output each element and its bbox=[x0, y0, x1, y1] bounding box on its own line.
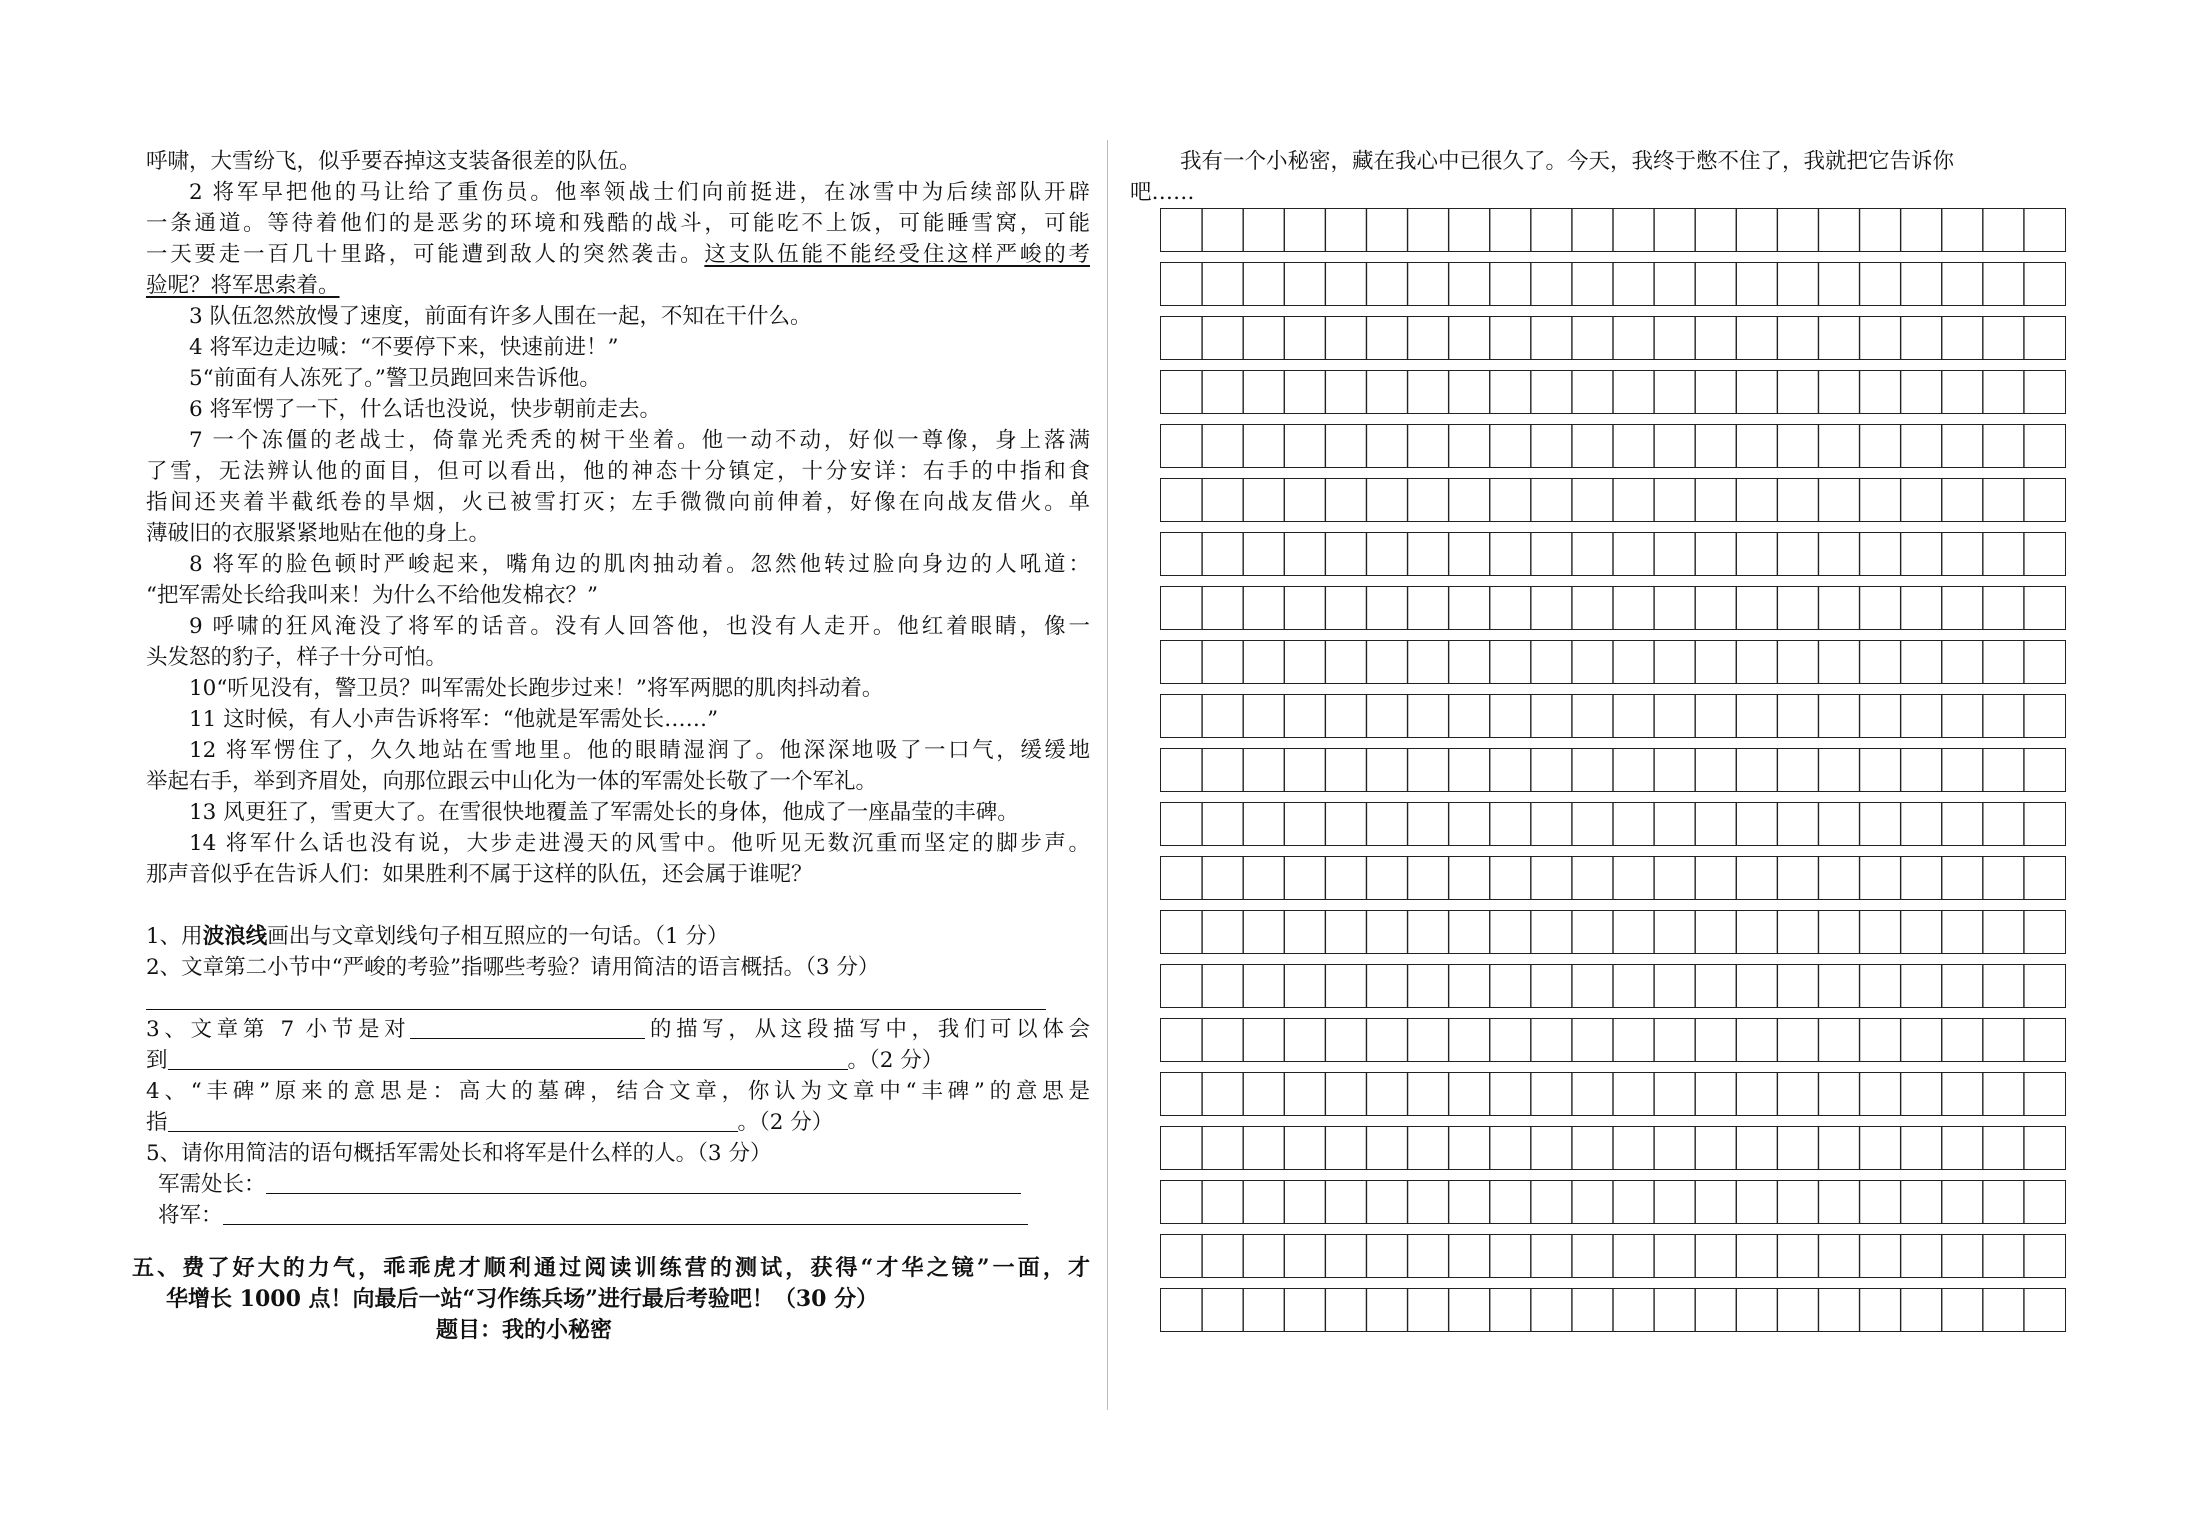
essay-intro: 吧…… bbox=[1130, 180, 1195, 205]
answer-line-q2[interactable] bbox=[146, 989, 1046, 1010]
paragraph-14: 那声音似乎在告诉人们：如果胜利不属于这样的队伍，还会属于谁呢？ bbox=[146, 862, 813, 887]
question-5: 5、请你用简洁的语句概括军需处长和将军是什么样的人。（3 分） bbox=[146, 1141, 772, 1166]
question-4: 4、“丰碑”原来的意思是：高大的墓碑，结合文章，你认为文章中“丰碑”的意思是 bbox=[146, 1079, 1090, 1104]
paragraph-12: 举起右手，举到齐眉处，向那位跟云中山化为一体的军需处长敬了一个军礼。 bbox=[146, 769, 878, 794]
reading-line: 呼啸，大雪纷飞，似乎要吞掉这支装备很差的队伍。 bbox=[146, 149, 641, 174]
paragraph-5: 5“前面有人冻死了。”警卫员跑回来告诉他。 bbox=[189, 366, 601, 391]
essay-intro: 我有一个小秘密，藏在我心中已很久了。今天，我终于憋不住了，我就把它告诉你 bbox=[1180, 149, 1955, 174]
paragraph-text: 一天要走一百几十里路，可能遭到敌人的突然袭击。 bbox=[146, 242, 705, 267]
grid-row[interactable] bbox=[1160, 424, 2066, 468]
paragraph-7: 7 一个冻僵的老战士，倚靠光秃秃的树干坐着。他一动不动，好似一尊像，身上落满 bbox=[189, 428, 1090, 453]
answer-blank[interactable] bbox=[223, 1204, 1028, 1225]
essay-column bbox=[1130, 146, 2065, 208]
paragraph-2 bbox=[146, 270, 1090, 301]
paragraph-2: 一条通道。等待着他们的是恶劣的环境和残酷的战斗，可能吃不上饭，可能睡雪窝，可能 bbox=[146, 211, 1090, 236]
column-divider bbox=[1107, 140, 1108, 1410]
grid-row[interactable] bbox=[1160, 748, 2066, 792]
paragraph-14: 14 将军什么话也没有说，大步走进漫天的风雪中。他听见无数沉重而坚定的脚步声。 bbox=[189, 831, 1090, 856]
question-text: 1、用 bbox=[146, 924, 203, 949]
essay-topic: 题目：我的小秘密 bbox=[436, 1317, 613, 1343]
question-text: 到 bbox=[146, 1048, 168, 1073]
paragraph-10: 10“听见没有，警卫员？叫军需处长跑步过来！”将军两腮的肌肉抖动着。 bbox=[189, 676, 884, 701]
grid-row[interactable] bbox=[1160, 478, 2066, 522]
grid-row[interactable] bbox=[1160, 802, 2066, 846]
answer-label: 军需处长： bbox=[158, 1172, 266, 1197]
grid-row[interactable] bbox=[1160, 1072, 2066, 1116]
underlined-sentence: 验呢？将军思索着。 bbox=[146, 273, 340, 298]
grid-row[interactable] bbox=[1160, 1288, 2066, 1332]
paragraph-9: 头发怒的豹子，样子十分可怕。 bbox=[146, 645, 448, 670]
paragraph-12: 12 将军愣住了，久久地站在雪地里。他的眼睛湿润了。他深深地吸了一口气，缓缓地 bbox=[189, 738, 1090, 763]
grid-row[interactable] bbox=[1160, 370, 2066, 414]
grid-row[interactable] bbox=[1160, 1180, 2066, 1224]
grid-row[interactable] bbox=[1160, 910, 2066, 954]
answer-blank[interactable] bbox=[168, 1111, 738, 1132]
paragraph-7: 指间还夹着半截纸卷的旱烟，火已被雪打灭；左手微微向前伸着，好像在向战友借火。单 bbox=[146, 490, 1090, 515]
bold-keyword: 波浪线 bbox=[202, 924, 268, 949]
question-text: 的描写，从这段描写中，我们可以体会 bbox=[645, 1017, 1090, 1042]
grid-row[interactable] bbox=[1160, 208, 2066, 252]
paragraph-8: “把军需处长给我叫来！为什么不给他发棉衣？” bbox=[146, 583, 598, 608]
question-5-a bbox=[146, 1169, 1090, 1200]
reading-column bbox=[132, 146, 1090, 1346]
grid-row[interactable] bbox=[1160, 964, 2066, 1008]
section-5-heading: 华增长 1000 点！向最后一站“习作练兵场”进行最后考验吧！（30 分） bbox=[166, 1286, 879, 1312]
grid-row[interactable] bbox=[1160, 1018, 2066, 1062]
question-1 bbox=[146, 921, 1090, 952]
question-5-b bbox=[146, 1200, 1090, 1231]
paragraph-6: 6 将军愣了一下，什么话也没说，快步朝前走去。 bbox=[189, 397, 662, 422]
question-text: 。（2 分） bbox=[847, 1048, 944, 1073]
question-text: 。（2 分） bbox=[737, 1110, 834, 1135]
answer-blank[interactable] bbox=[410, 1018, 645, 1039]
question-3 bbox=[146, 1014, 1090, 1045]
question-text: 3、文章第 7 小节是对 bbox=[146, 1017, 411, 1042]
paragraph-8: 8 将军的脸色顿时严峻起来，嘴角边的肌肉抽动着。忽然他转过脸向身边的人吼道： bbox=[189, 552, 1090, 577]
grid-row[interactable] bbox=[1160, 262, 2066, 306]
grid-row[interactable] bbox=[1160, 316, 2066, 360]
question-3 bbox=[146, 1045, 1090, 1076]
paragraph-7: 薄破旧的衣服紧紧地贴在他的身上。 bbox=[146, 521, 491, 546]
writing-grid[interactable] bbox=[1160, 208, 2066, 1342]
question-text: 指 bbox=[146, 1110, 168, 1135]
grid-row[interactable] bbox=[1160, 856, 2066, 900]
grid-row[interactable] bbox=[1160, 1234, 2066, 1278]
grid-row[interactable] bbox=[1160, 532, 2066, 576]
answer-blank[interactable] bbox=[266, 1173, 1021, 1194]
underlined-sentence: 这支队伍能不能经受住这样严峻的考 bbox=[704, 242, 1090, 267]
paragraph-2 bbox=[146, 239, 1090, 270]
grid-row[interactable] bbox=[1160, 640, 2066, 684]
grid-row[interactable] bbox=[1160, 586, 2066, 630]
question-4 bbox=[146, 1107, 1090, 1138]
paragraph-11: 11 这时候，有人小声告诉将军：“他就是军需处长……” bbox=[189, 707, 719, 732]
paragraph-7: 了雪，无法辨认他的面目，但可以看出，他的神态十分镇定，十分安详：右手的中指和食 bbox=[146, 459, 1090, 484]
question-text: 画出与文章划线句子相互照应的一句话。（1 分） bbox=[267, 924, 729, 949]
grid-row[interactable] bbox=[1160, 1126, 2066, 1170]
paragraph-9: 9 呼啸的狂风淹没了将军的话音。没有人回答他，也没有人走开。他红着眼睛，像一 bbox=[189, 614, 1090, 639]
answer-blank[interactable] bbox=[168, 1049, 848, 1070]
paragraph-3: 3 队伍忽然放慢了速度，前面有许多人围在一起，不知在干什么。 bbox=[189, 304, 812, 329]
section-5-heading: 五、费了好大的力气，乖乖虎才顺利通过阅读训练营的测试，获得“才华之镜”一面，才 bbox=[132, 1255, 1090, 1281]
paragraph-13: 13 风更狂了，雪更大了。在雪很快地覆盖了军需处长的身体，他成了一座晶莹的丰碑。 bbox=[189, 800, 1019, 825]
paragraph-4: 4 将军边走边喊：“不要停下来，快速前进！” bbox=[189, 335, 619, 360]
question-2: 2、文章第二小节中“严峻的考验”指哪些考验？请用简洁的语言概括。（3 分） bbox=[146, 955, 880, 980]
grid-row[interactable] bbox=[1160, 694, 2066, 738]
answer-label: 将军： bbox=[158, 1203, 223, 1228]
paragraph-2: 2 将军早把他的马让给了重伤员。他率领战士们向前挺进，在冰雪中为后续部队开辟 bbox=[189, 180, 1090, 205]
